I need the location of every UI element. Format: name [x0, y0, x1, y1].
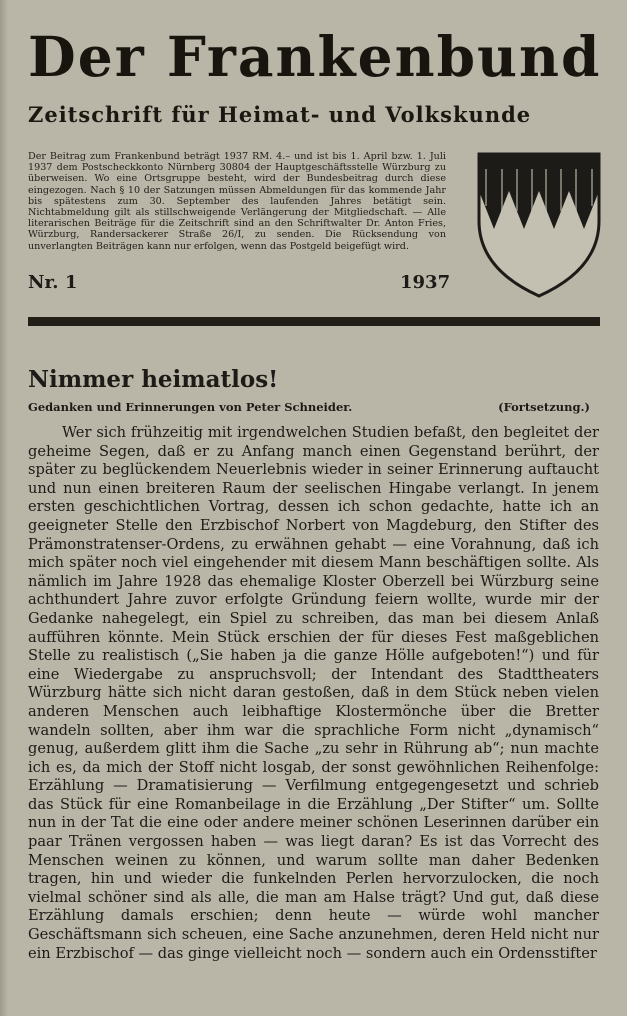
masthead	[0, 0, 627, 315]
journal-subtitle: Zeitschrift für Heimat- und Volkskunde	[28, 102, 532, 127]
article-byline: Gedanken und Erinnerungen von Peter Schneider.	[28, 400, 353, 414]
article-body: Wer sich frühzeitig mit irgendwelchen Studien befaßt, den begleitet der geheime Segen, daß er zu Anfang manch einen Gegenstand berührt, der später zu beglückendem Neuerlebnis wieder in seiner Erinnerung auftaucht und nun einen breiteren Raum der seelischen Hingabe verlangt. In jenem ersten geschichtlichen Vortrag, dessen ich schon gedachte, hatte ich an geeigneter Stelle den Erzbischof Norbert von Magdeburg, den Stifter des Prämonstratenser-Ordens, zu erwähnen gehabt — eine Vorahnung, daß ich mich später noch viel eingehender mit diesem Mann beschäftigen sollte. Als nämlich im Jahre 1928 das ehemalige Kloster Oberzell bei Würzburg seine achthundert Jahre zuvor erfolgte Gründung feiern wollte, wurde mir der Gedanke nahegelegt, ein Spiel zu schreiben, das man bei diesem Anlaß aufführen könnte. Mein Stück erschien der für dieses Fest maßgeblichen Stelle zu realistisch („Sie haben ja die ganze Hölle aufgeboten!“) und für eine Wiedergabe zu anspruchsvoll; der Intendant des Stadttheaters Würzburg hätte sich nicht daran gestoßen, daß in dem Stück neben vielen anderen Menschen auch leibhaftige Klostermönche über die Bretter wandeln sollten, aber ihm war die sprachliche Form nicht „dynamisch“ genug, außerdem glitt ihm die Sache „zu sehr in Rührung ab“; nun machte ich es, da mich der Stoff nicht losgab, der sonst gewöhnlichen Reihenfolge: Erzählung — Dramatisierung — Verfilmung entgegengesetzt und schrieb das Stück für eine Romanbeilage in die Erzählung „Der Stifter“ um. Sollte nun in der Tat die eine oder andere meiner schönen Leserinnen darüber ein paar Tränen vergossen haben — was liegt daran? Es ist das Vorrecht des Menschen weinen zu können, und warum sollte man daher Bedenken tragen, hin und wieder die funkelnden Perlen hervorzulocken, die noch vielmal schöner sind als alle, die man am Halse trägt? Und gut, daß diese Erzählung damals erschien; denn heute — würde wohl mancher Geschäftsmann sich scheuen, eine Sache anzunehmen, deren Held nicht nur ein Erzbischof — das ginge vielleicht noch — sondern auch ein Ordensstifter	[28, 424, 599, 962]
continuation-note: (Fortsetzung.)	[498, 400, 590, 414]
membership-notice: Der Beitrag zum Frankenbund beträgt 1937 RM. 4.– und ist bis 1. April bzw. 1. Juli 1937 dem Postscheckkonto Nürnberg 30804 der Hauptgeschäftsstelle Würzburg zu überweisen. Wo eine Ortsgruppe besteht, wird der Bundesbeitrag durch diese eingezogen. Nach § 10 der Satzungen müssen Abmeldungen für das kommende Jahr bis spätestens zum 30. September des laufenden Jahres betätigt sein. Nichtabmeldung gilt als stillschweigende Verlängerung der Mitgliedschaft. — Alle literarischen Beiträge für die Zeitschrift sind an den Schriftwalter Dr. Anton Fries, Würzburg, Randersackerer Straße 26/I, zu senden. Die Rücksendung von unverlangten Beiträgen kann nur erfolgen, wenn das Postgeld beigefügt wird.	[28, 151, 446, 252]
journal-title: Der Frankenbund	[28, 24, 602, 89]
issue-year: 1937	[400, 272, 451, 293]
masthead-divider	[28, 317, 600, 326]
article-byline-row	[28, 400, 590, 414]
article-title: Nimmer heimatlos!	[28, 366, 279, 393]
franconian-rake-crest-icon	[476, 151, 602, 299]
issue-number: Nr. 1	[28, 272, 78, 293]
